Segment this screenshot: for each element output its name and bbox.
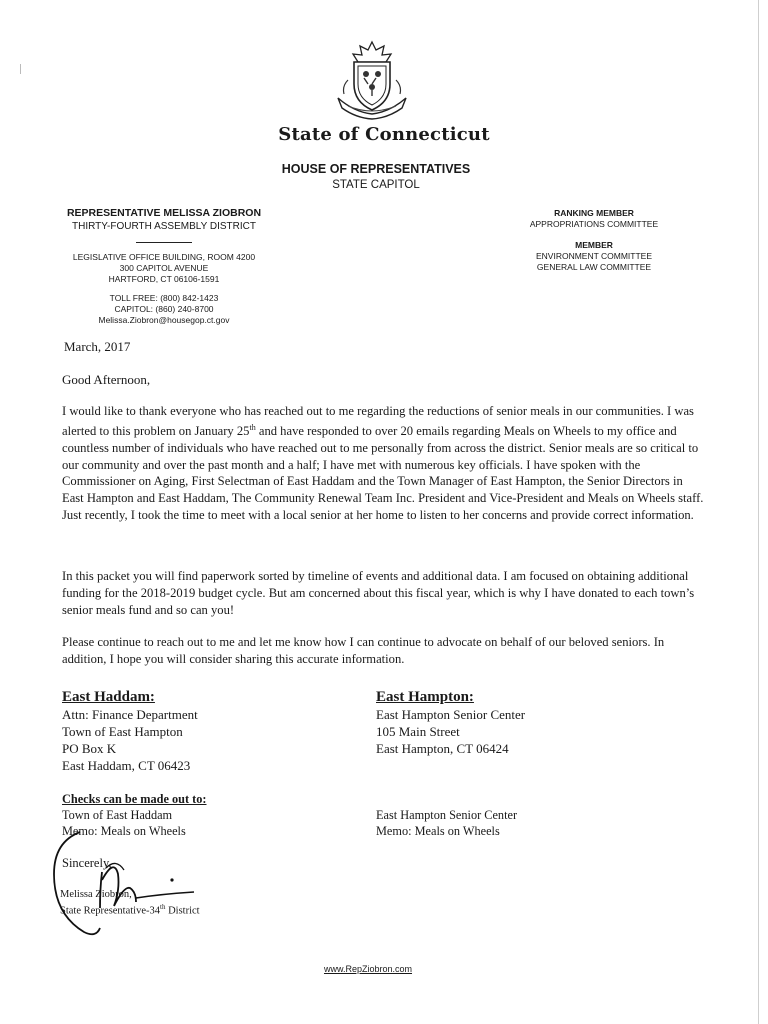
address-line: East Haddam, CT 06423 [62,758,191,773]
address-line: 105 Main Street [376,724,460,739]
email-address: Melissa.Ziobron@housegop.ct.gov [98,315,230,325]
divider [136,242,192,243]
capitol-subheading: STATE CAPITOL [332,179,420,191]
address-line: Attn: Finance Department [62,707,198,722]
signer-name: Melissa Ziobron, [60,889,132,900]
letter-greeting: Good Afternoon, [62,372,151,387]
address-line: Town of East Hampton [62,724,183,739]
address-line: East Hampton, CT 06424 [376,741,509,756]
representative-district: THIRTY-FOURTH ASSEMBLY DISTRICT [72,221,256,232]
paragraph-1-text: I would like to thank everyone who has reached out to me regarding the reductions of senior meals in our communities. I was alerted to this problem on January 25 [62,404,694,438]
check-payee: East Hampton Senior Center [376,808,518,822]
signer-title-text: State Representative-34 [60,905,161,917]
toll-free-phone: TOLL FREE: (800) 842-1423 [109,293,219,303]
paragraph-2: In this packet you will find paperwork sorted by timeline of events and additional data. I am focused on obtaining additional funding for the 2018-2019 budget cycle. But am concerned about this fiscal year, which is why I have donated to each town’s senior meals fund and so can you! [62,569,695,617]
signoff: Sincerely, [62,856,112,870]
ordinal-suffix: th [160,903,166,911]
east-hampton-heading: East Hampton: [376,689,474,705]
representative-name: REPRESENTATIVE MELISSA ZIOBRON [66,207,262,219]
letter-date: March, 2017 [64,339,131,354]
paragraph-1-text: and have responded to over 20 emails regarding Meals on Wheels to my office and countless number of individuals who have reached out to me personally from across the district. Senior meals are so critical to our community and over the past month and a half; I have met with numerous key officials. I have spoken with the Commissioner on Aging, First Selectman of East Haddam and the Town Manager of East Hampton, the Senior Directors in East Hampton and East Haddam, The Community Renewal Team Inc. President and Vice-President and Meals on Wheels staff. Just recently, I took the time to meet with a local senior at her home to listen to her concerns and provide correct information. [62,423,704,522]
paragraph-1 [62,403,704,524]
office-address-line: LEGISLATIVE OFFICE BUILDING, ROOM 4200 [72,252,256,262]
check-memo: Memo: Meals on Wheels [62,824,186,838]
handwritten-signature [44,828,212,938]
east-haddam-address [62,688,198,774]
ordinal-suffix: th [249,422,256,432]
east-haddam-heading: East Haddam: [62,689,155,705]
house-heading: HOUSE OF REPRESENTATIVES [281,162,471,176]
paragraph-3: Please continue to reach out to me and let me know how I can continue to advocate on behalf of our beloved seniors. In addition, I hope you will consider sharing this accurate information. [62,635,665,666]
checks-heading: Checks can be made out to: [62,792,207,806]
address-line: East Hampton Senior Center [376,707,526,722]
member-committee: GENERAL LAW COMMITTEE [536,262,652,272]
check-memo: Memo: Meals on Wheels [376,824,500,838]
state-title: State of Connecticut [278,124,490,145]
ranking-committee: APPROPRIATIONS COMMITTEE [529,219,659,229]
signer-title-text: District [165,905,200,917]
website-link[interactable]: www.RepZiobron.com [323,964,413,974]
check-payee: Town of East Haddam [62,808,173,822]
scan-edge-line [758,0,759,1024]
office-address-line: HARTFORD, CT 06106-1591 [108,274,220,284]
address-line: PO Box K [62,741,117,756]
ranking-member-label: RANKING MEMBER [554,208,634,218]
scan-speck [20,64,21,74]
member-label: MEMBER [575,240,613,250]
east-hampton-address [376,688,525,757]
representative-contact-block [46,207,282,326]
checks-block-right [376,807,517,839]
capitol-phone: CAPITOL: (860) 240-8700 [114,304,214,314]
committee-block [500,208,688,273]
state-seal-icon [330,40,414,122]
member-committee: ENVIRONMENT COMMITTEE [535,251,652,261]
office-address-line: 300 CAPITOL AVENUE [119,263,209,273]
